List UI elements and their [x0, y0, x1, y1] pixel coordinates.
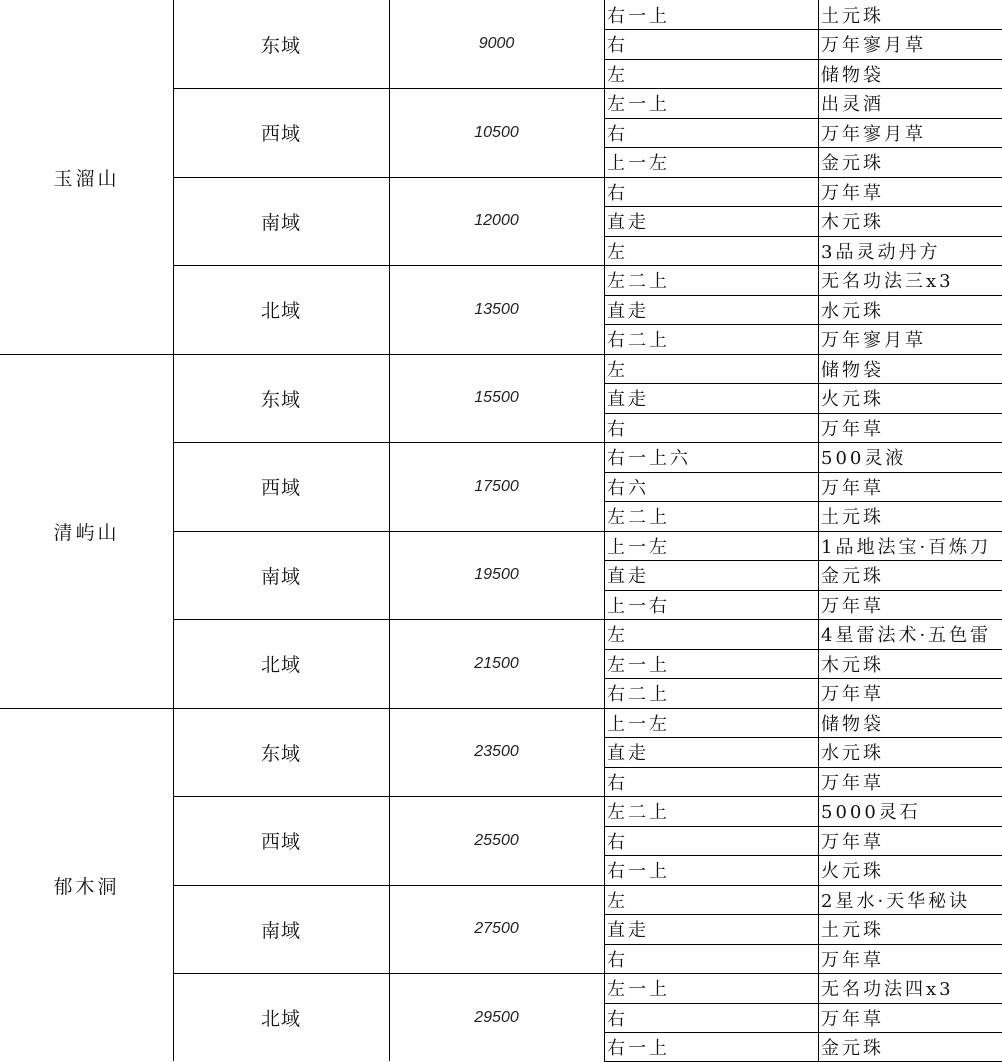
- path-cell: 上一右: [604, 590, 818, 620]
- row-divider: [604, 413, 1002, 414]
- row-divider: [604, 118, 1002, 119]
- column-divider: [818, 0, 819, 1061]
- reward-cell: 万年草: [818, 177, 1002, 207]
- region-name-cell: 东域: [173, 0, 389, 89]
- reward-cell: 无名功法四x3: [818, 974, 1002, 1004]
- row-divider: [604, 767, 1002, 768]
- reward-cell: 万年草: [818, 472, 1002, 502]
- row-divider: [604, 295, 1002, 296]
- region-name-cell: 西域: [173, 797, 389, 886]
- row-divider: [604, 324, 1002, 325]
- reward-cell: 水元珠: [818, 295, 1002, 325]
- path-cell: 右一上: [604, 1033, 818, 1062]
- path-cell: 上一左: [604, 531, 818, 561]
- row-divider: [604, 560, 1002, 561]
- reward-cell: 土元珠: [818, 502, 1002, 532]
- row-divider: [604, 678, 1002, 679]
- row-divider: [604, 383, 1002, 384]
- reward-cell: 储物袋: [818, 59, 1002, 89]
- path-cell: 直走: [604, 561, 818, 591]
- region-cost-cell: 27500: [389, 885, 604, 974]
- reward-cell: 万年寥月草: [818, 118, 1002, 148]
- path-cell: 右二上: [604, 325, 818, 355]
- mountain-name-cell: 玉溜山: [0, 0, 173, 354]
- mountain-name-cell: 郁木洞: [0, 708, 173, 1062]
- region-name-cell: 北域: [173, 974, 389, 1062]
- path-cell: 左: [604, 620, 818, 650]
- reward-cell: 万年寥月草: [818, 30, 1002, 60]
- path-cell: 左二上: [604, 266, 818, 296]
- reward-cell: 2星水·天华秘诀: [818, 885, 1002, 915]
- path-cell: 直走: [604, 384, 818, 414]
- reward-cell: 土元珠: [818, 915, 1002, 945]
- reward-cell: 4星雷法术·五色雷: [818, 620, 1002, 650]
- row-divider: [604, 147, 1002, 148]
- region-name-cell: 南域: [173, 531, 389, 620]
- reward-cell: 1品地法宝·百炼刀: [818, 531, 1002, 561]
- path-cell: 直走: [604, 738, 818, 768]
- region-cost-cell: 29500: [389, 974, 604, 1062]
- reward-cell: 万年草: [818, 413, 1002, 443]
- row-divider: [604, 737, 1002, 738]
- path-cell: 右一上六: [604, 443, 818, 473]
- region-name-cell: 北域: [173, 620, 389, 709]
- reward-cell: 万年草: [818, 679, 1002, 709]
- reward-cell: 木元珠: [818, 649, 1002, 679]
- region-cost-cell: 12000: [389, 177, 604, 266]
- path-cell: 左: [604, 236, 818, 266]
- row-divider: [604, 1032, 1002, 1033]
- region-cost-cell: 15500: [389, 354, 604, 443]
- reward-cell: 万年草: [818, 767, 1002, 797]
- path-cell: 右六: [604, 472, 818, 502]
- reward-cell: 万年草: [818, 944, 1002, 974]
- row-divider: [604, 590, 1002, 591]
- reward-cell: 金元珠: [818, 1033, 1002, 1062]
- path-cell: 直走: [604, 295, 818, 325]
- region-name-cell: 东域: [173, 708, 389, 797]
- row-divider: [604, 1003, 1002, 1004]
- path-cell: 右: [604, 767, 818, 797]
- reward-cell: 无名功法三x3: [818, 266, 1002, 296]
- column-divider: [604, 0, 605, 1061]
- path-cell: 右二上: [604, 679, 818, 709]
- reward-cell: 万年草: [818, 1003, 1002, 1033]
- path-cell: 直走: [604, 915, 818, 945]
- reward-cell: 土元珠: [818, 0, 1002, 30]
- row-divider: [604, 59, 1002, 60]
- path-cell: 右: [604, 177, 818, 207]
- reward-cell: 火元珠: [818, 384, 1002, 414]
- row-divider: [604, 206, 1002, 207]
- row-divider: [604, 501, 1002, 502]
- path-cell: 左一上: [604, 89, 818, 119]
- path-cell: 上一左: [604, 148, 818, 178]
- path-cell: 右: [604, 1003, 818, 1033]
- row-divider: [604, 29, 1002, 30]
- region-cost-cell: 19500: [389, 531, 604, 620]
- reward-cell: 储物袋: [818, 708, 1002, 738]
- path-cell: 直走: [604, 207, 818, 237]
- path-cell: 左一上: [604, 974, 818, 1004]
- path-cell: 左二上: [604, 797, 818, 827]
- row-divider: [604, 914, 1002, 915]
- reward-cell: 万年寥月草: [818, 325, 1002, 355]
- path-cell: 左: [604, 885, 818, 915]
- path-cell: 右: [604, 30, 818, 60]
- path-cell: 右: [604, 944, 818, 974]
- reward-cell: 出灵酒: [818, 89, 1002, 119]
- path-cell: 右: [604, 413, 818, 443]
- row-divider: [604, 236, 1002, 237]
- reward-cell: 金元珠: [818, 148, 1002, 178]
- region-name-cell: 东域: [173, 354, 389, 443]
- path-cell: 上一左: [604, 708, 818, 738]
- path-cell: 右一上: [604, 856, 818, 886]
- path-cell: 左: [604, 354, 818, 384]
- region-cost-cell: 25500: [389, 797, 604, 886]
- path-cell: 右一上: [604, 0, 818, 30]
- region-name-cell: 西域: [173, 443, 389, 532]
- mountain-name-cell: 清屿山: [0, 354, 173, 708]
- region-cost-cell: 21500: [389, 620, 604, 709]
- path-cell: 右: [604, 826, 818, 856]
- reward-cell: 万年草: [818, 826, 1002, 856]
- reward-cell: 火元珠: [818, 856, 1002, 886]
- path-cell: 左: [604, 59, 818, 89]
- reward-cell: 木元珠: [818, 207, 1002, 237]
- reward-cell: 储物袋: [818, 354, 1002, 384]
- column-divider: [389, 0, 390, 1061]
- region-name-cell: 西域: [173, 89, 389, 178]
- path-cell: 右: [604, 118, 818, 148]
- path-cell: 左一上: [604, 649, 818, 679]
- region-cost-cell: 9000: [389, 0, 604, 89]
- reward-cell: 水元珠: [818, 738, 1002, 768]
- path-cell: 左二上: [604, 502, 818, 532]
- region-cost-cell: 10500: [389, 89, 604, 178]
- row-divider: [604, 855, 1002, 856]
- column-divider: [173, 0, 174, 1061]
- region-cost-cell: 23500: [389, 708, 604, 797]
- row-divider: [604, 649, 1002, 650]
- reward-cell: 3品灵动丹方: [818, 236, 1002, 266]
- reward-cell: 5000灵石: [818, 797, 1002, 827]
- region-cost-cell: 17500: [389, 443, 604, 532]
- row-divider: [604, 944, 1002, 945]
- region-name-cell: 南域: [173, 885, 389, 974]
- region-name-cell: 北域: [173, 266, 389, 355]
- region-name-cell: 南域: [173, 177, 389, 266]
- row-divider: [604, 826, 1002, 827]
- row-divider: [604, 472, 1002, 473]
- reward-cell: 万年草: [818, 590, 1002, 620]
- region-cost-cell: 13500: [389, 266, 604, 355]
- reward-cell: 500灵液: [818, 443, 1002, 473]
- reward-cell: 金元珠: [818, 561, 1002, 591]
